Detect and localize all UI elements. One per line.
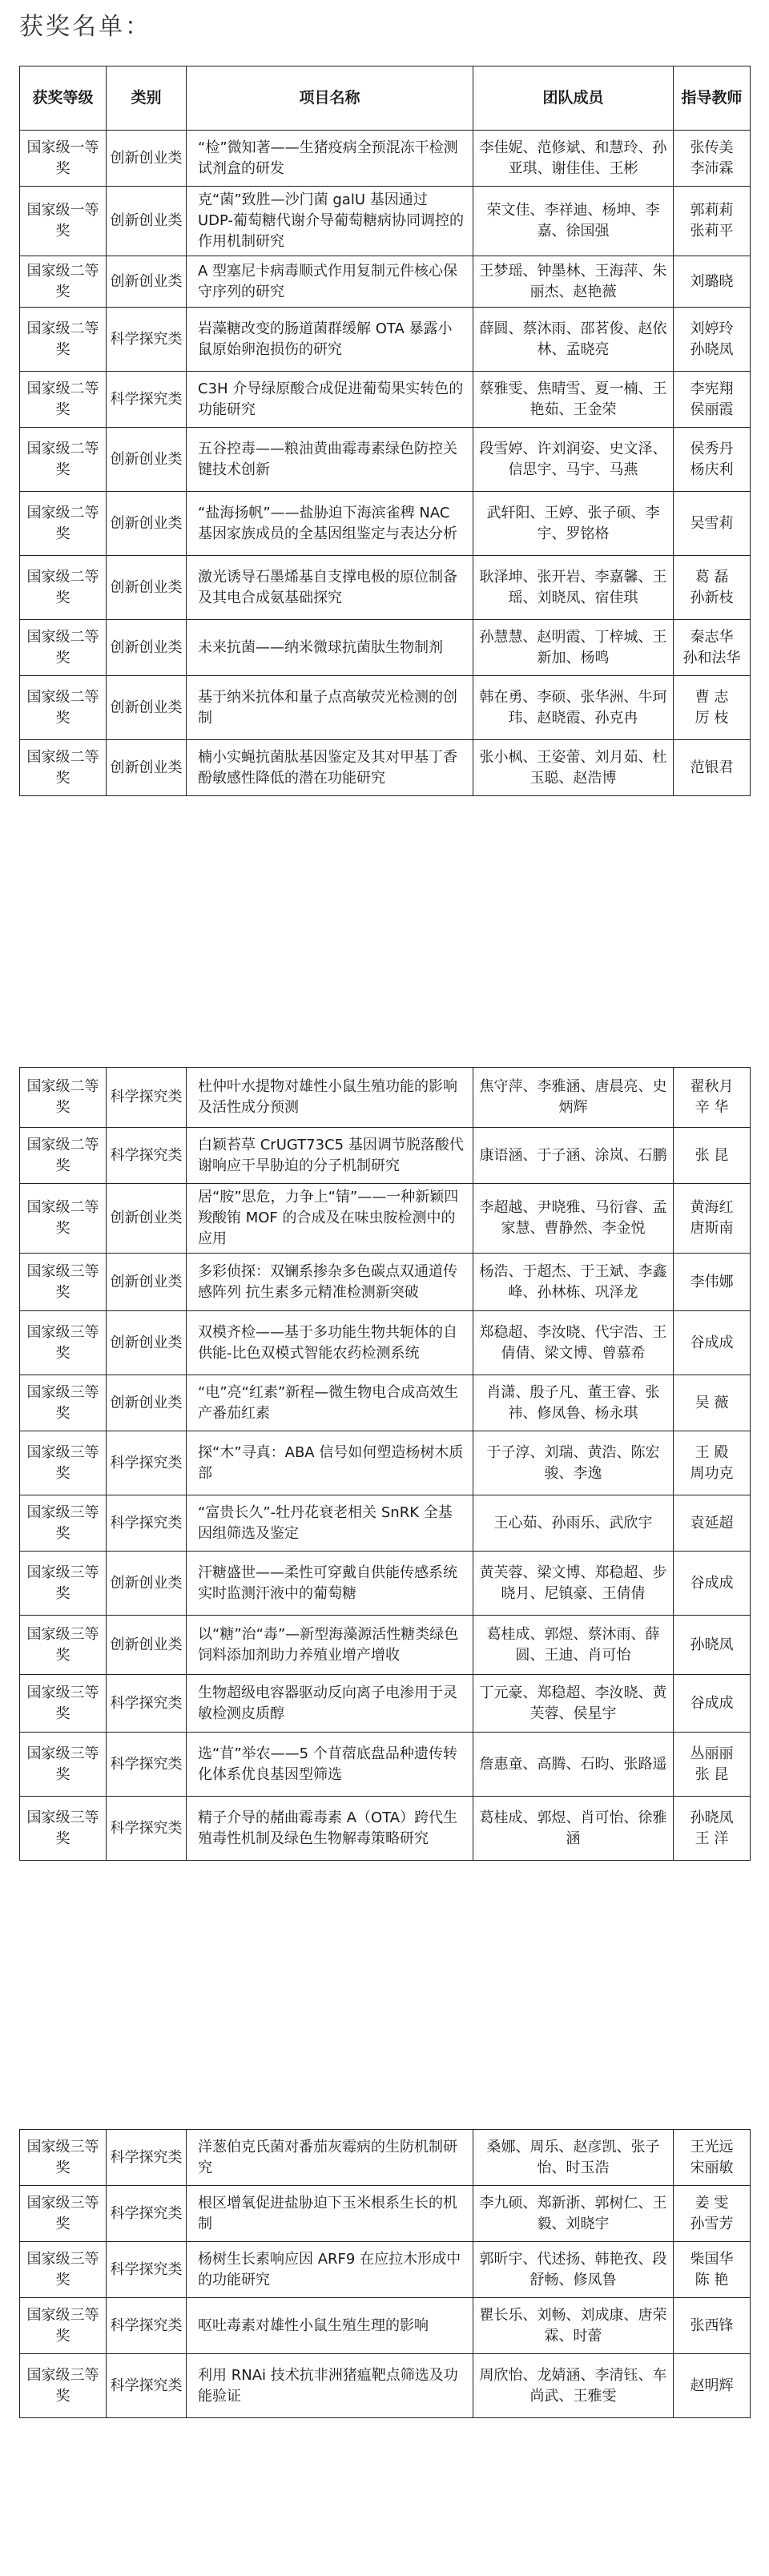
project-name-cell: “盐海扬帆”——盐胁迫下海滨雀稗 NAC 基因家族成员的全基因组鉴定与表达分析 [187,492,473,556]
project-name-cell: 杨树生长素响应因 ARF9 在应拉木形成中的功能研究 [187,2242,473,2298]
advisor-cell: 葛 磊 孙新枝 [674,556,751,620]
award-level-cell: 国家级一等奖 [20,131,107,187]
table-row [20,556,751,620]
table-row [20,1184,751,1254]
project-name-cell: 精子介导的赭曲霉毒素 A（OTA）跨代生殖毒性机制及绿色生物解毒策略研究 [187,1797,473,1861]
category-cell: 创新创业类 [107,187,187,256]
advisor-cell: 谷成成 [674,1675,751,1733]
award-level-cell: 国家级三等奖 [20,1431,107,1495]
category-cell: 科学探究类 [107,1068,187,1128]
table-row [20,2130,751,2186]
award-level-cell: 国家级二等奖 [20,256,107,308]
table-row [20,492,751,556]
project-name-cell: 居“胺”思危，力争上“锖”——一种新颖四羧酸铕 MOF 的合成及在味虫胺检测中的应用 [187,1184,473,1254]
category-cell: 科学探究类 [107,2130,187,2186]
header-award-level: 获奖等级 [20,66,107,131]
team-members-cell: 蔡雅雯、焦晴雪、夏一楠、王艳茹、王金荣 [473,372,674,428]
category-cell: 创新创业类 [107,740,187,796]
table-row [20,187,751,256]
category-cell: 科学探究类 [107,1733,187,1797]
award-level-cell: 国家级三等奖 [20,1733,107,1797]
header-project-name: 项目名称 [187,66,473,131]
team-members-cell: 葛桂成、郭煜、蔡沐雨、薛圆、王迪、肖可怡 [473,1616,674,1675]
team-members-cell: 瞿长乐、刘畅、刘成康、唐荣霖、时蕾 [473,2298,674,2354]
advisor-cell: 赵明辉 [674,2354,751,2418]
award-level-cell: 国家级三等奖 [20,2130,107,2186]
advisor-cell: 姜 雯 孙雪芳 [674,2186,751,2242]
advisor-cell: 王 殿 周功克 [674,1431,751,1495]
page-title: 获奖名单： [19,13,151,41]
advisor-cell: 秦志华 孙和法华 [674,620,751,676]
team-members-cell: 郭昕宇、代述扬、韩艳孜、段舒畅、修凤鲁 [473,2242,674,2298]
project-name-cell: 克“菌”致胜—沙门菌 galU 基因通过 UDP-葡萄糖代谢介导葡萄糖病协同调控的作用机制研究 [187,187,473,256]
project-name-cell: 未来抗菌——纳米微球抗菌肽生物制剂 [187,620,473,676]
category-cell: 科学探究类 [107,1128,187,1184]
category-cell: 科学探究类 [107,2242,187,2298]
advisor-cell: 丛丽丽 张 昆 [674,1733,751,1797]
team-members-cell: 荣文佳、李祥迪、杨坤、李嘉、徐国强 [473,187,674,256]
advisor-cell: 刘婷玲 孙晓凤 [674,308,751,372]
advisor-cell: 李伟娜 [674,1254,751,1311]
award-level-cell: 国家级三等奖 [20,1375,107,1431]
advisor-cell: 张西锋 [674,2298,751,2354]
project-name-cell: A 型塞尼卡病毒顺式作用复制元件核心保守序列的研究 [187,256,473,308]
table-row [20,131,751,187]
category-cell: 科学探究类 [107,1797,187,1861]
table-row [20,372,751,428]
table-row [20,1616,751,1675]
team-members-cell: 武轩阳、王婷、张子硕、李宇、罗铭格 [473,492,674,556]
team-members-cell: 韩在勇、李硕、张华洲、牛珂玮、赵晓霞、孙克冉 [473,676,674,740]
table-row [20,428,751,492]
team-members-cell: 段雪婷、许刘润姿、史文泽、信思宇、马宇、马燕 [473,428,674,492]
team-members-cell: 葛桂成、郭煜、肖可怡、徐雅涵 [473,1797,674,1861]
award-level-cell: 国家级三等奖 [20,1495,107,1552]
award-level-cell: 国家级一等奖 [20,187,107,256]
header-category: 类别 [107,66,187,131]
team-members-cell: 焦守萍、李雅涵、唐晨亮、史炳辉 [473,1068,674,1128]
award-level-cell: 国家级三等奖 [20,1616,107,1675]
award-level-cell: 国家级三等奖 [20,1797,107,1861]
advisor-cell: 黄海红 唐斯南 [674,1184,751,1254]
team-members-cell: 桑娜、周乐、赵彦凯、张子怡、时玉浩 [473,2130,674,2186]
team-members-cell: 康语涵、于子涵、涂岚、石鹏 [473,1128,674,1184]
project-name-cell: 杜仲叶水提物对雄性小鼠生殖功能的影响及活性成分预测 [187,1068,473,1128]
category-cell: 创新创业类 [107,676,187,740]
table-row [20,620,751,676]
project-name-cell: “富贵长久”-牡丹花衰老相关 SnRK 全基因组筛选及鉴定 [187,1495,473,1552]
team-members-cell: 丁元豪、郑稳超、李汝晓、黄芙蓉、侯星宇 [473,1675,674,1733]
category-cell: 创新创业类 [107,1254,187,1311]
award-level-cell: 国家级二等奖 [20,428,107,492]
award-level-cell: 国家级二等奖 [20,740,107,796]
award-level-cell: 国家级二等奖 [20,556,107,620]
team-members-cell: 张小枫、王姿蕾、刘月茹、杜玉聪、赵浩博 [473,740,674,796]
project-name-cell: 洋葱伯克氏菌对番茄灰霉病的生防机制研究 [187,2130,473,2186]
award-level-cell: 国家级三等奖 [20,2298,107,2354]
project-name-cell: 白颖苔草 CrUGT73C5 基因调节脱落酸代谢响应干旱胁迫的分子机制研究 [187,1128,473,1184]
table-row [20,1311,751,1375]
table-row [20,1495,751,1552]
project-name-cell: 激光诱导石墨烯基自支撑电极的原位制备及其电合成氨基础探究 [187,556,473,620]
category-cell: 创新创业类 [107,620,187,676]
advisor-cell: 侯秀丹 杨庆利 [674,428,751,492]
team-members-cell: 黄芙蓉、梁文博、郑稳超、步晓月、尼镇豪、王倩倩 [473,1552,674,1616]
advisor-cell: 孙晓凤 [674,1616,751,1675]
advisor-cell: 曹 志 厉 枝 [674,676,751,740]
project-name-cell: 多彩侦探：双镧系掺杂多色碳点双通道传感阵列 抗生素多元精准检测新突破 [187,1254,473,1311]
table-row [20,676,751,740]
award-table-1 [19,66,751,796]
table-row [20,1675,751,1733]
project-name-cell: 以“糖”治“毒”—新型海藻源活性糖类绿色饲料添加剂助力养殖业增产增收 [187,1616,473,1675]
advisor-cell: 吴雪莉 [674,492,751,556]
team-members-cell: 周欣怡、龙婧涵、李清钰、车尚武、王雅雯 [473,2354,674,2418]
category-cell: 科学探究类 [107,2186,187,2242]
project-name-cell: 探“木”寻真：ABA 信号如何塑造杨树木质部 [187,1431,473,1495]
table-row [20,2186,751,2242]
category-cell: 科学探究类 [107,1431,187,1495]
award-level-cell: 国家级二等奖 [20,676,107,740]
award-level-cell: 国家级三等奖 [20,1311,107,1375]
award-level-cell: 国家级二等奖 [20,620,107,676]
team-members-cell: 于子淳、刘瑞、黄浩、陈宏骏、李逸 [473,1431,674,1495]
advisor-cell: 翟秋月 辛 华 [674,1068,751,1128]
table-row [20,1797,751,1861]
project-name-cell: 楠小实蝇抗菌肽基因鉴定及其对甲基丁香酚敏感性降低的潜在功能研究 [187,740,473,796]
category-cell: 科学探究类 [107,308,187,372]
table-row [20,1733,751,1797]
advisor-cell: 吴 薇 [674,1375,751,1431]
table-row [20,308,751,372]
project-name-cell: “电”亮“红素”新程—微生物电合成高效生产番茄红素 [187,1375,473,1431]
project-name-cell: 双模齐检——基于多功能生物共轭体的自供能-比色双模式智能农药检测系统 [187,1311,473,1375]
advisor-cell: 孙晓凤 王 洋 [674,1797,751,1861]
project-name-cell: 汗糖盛世——柔性可穿戴自供能传感系统实时监测汗液中的葡萄糖 [187,1552,473,1616]
category-cell: 科学探究类 [107,1495,187,1552]
team-members-cell: 李佳妮、范修斌、和慧玲、孙亚琪、谢佳佳、王彬 [473,131,674,187]
award-table-3 [19,2129,751,2418]
category-cell: 创新创业类 [107,1311,187,1375]
award-level-cell: 国家级三等奖 [20,1675,107,1733]
category-cell: 创新创业类 [107,556,187,620]
team-members-cell: 王梦瑶、钟墨林、王海萍、朱丽杰、赵艳薇 [473,256,674,308]
category-cell: 创新创业类 [107,256,187,308]
award-level-cell: 国家级二等奖 [20,1128,107,1184]
team-members-cell: 杨浩、于超杰、于王斌、李鑫峰、孙林栋、巩泽龙 [473,1254,674,1311]
table-row [20,2242,751,2298]
project-name-cell: 选“苜”举农——5 个苜蓿底盘品种遗传转化体系优良基因型筛选 [187,1733,473,1797]
category-cell: 科学探究类 [107,2298,187,2354]
table-row [20,1128,751,1184]
category-cell: 创新创业类 [107,131,187,187]
category-cell: 创新创业类 [107,1375,187,1431]
category-cell: 创新创业类 [107,1184,187,1254]
project-name-cell: 五谷控毒——粮油黄曲霉毒素绿色防控关键技术创新 [187,428,473,492]
project-name-cell: 利用 RNAi 技术抗非洲猪瘟靶点筛选及功能验证 [187,2354,473,2418]
header-team-members: 团队成员 [473,66,674,131]
category-cell: 创新创业类 [107,492,187,556]
table-row [20,1068,751,1128]
project-name-cell: 基于纳米抗体和量子点高敏荧光检测的创制 [187,676,473,740]
award-level-cell: 国家级三等奖 [20,2242,107,2298]
advisor-cell: 张传美 李沛霖 [674,131,751,187]
advisor-cell: 刘璐晓 [674,256,751,308]
category-cell: 科学探究类 [107,2354,187,2418]
award-level-cell: 国家级二等奖 [20,308,107,372]
table-row [20,1254,751,1311]
advisor-cell: 王光远 宋丽敏 [674,2130,751,2186]
advisor-cell: 谷成成 [674,1311,751,1375]
table-row [20,1431,751,1495]
table-row [20,1375,751,1431]
category-cell: 创新创业类 [107,1552,187,1616]
team-members-cell: 孙慧慧、赵明霞、丁梓城、王新加、杨鸣 [473,620,674,676]
table-row [20,1552,751,1616]
team-members-cell: 王心茹、孙雨乐、武欣宇 [473,1495,674,1552]
project-name-cell: 岩藻糖改变的肠道菌群缓解 OTA 暴露小鼠原始卵泡损伤的研究 [187,308,473,372]
project-name-cell: C3H 介导绿原酸合成促进葡萄果实转色的功能研究 [187,372,473,428]
award-level-cell: 国家级三等奖 [20,2354,107,2418]
advisor-cell: 袁延超 [674,1495,751,1552]
advisor-cell: 柴国华 陈 艳 [674,2242,751,2298]
award-level-cell: 国家级二等奖 [20,1068,107,1128]
award-level-cell: 国家级二等奖 [20,372,107,428]
advisor-cell: 李宪翔 侯丽霞 [674,372,751,428]
table-header-row [20,66,751,131]
project-name-cell: “检”微知著——生猪疫病全预混冻干检测试剂盒的研发 [187,131,473,187]
advisor-cell: 张 昆 [674,1128,751,1184]
award-level-cell: 国家级三等奖 [20,1254,107,1311]
project-name-cell: 生物超级电容器驱动反向离子电渗用于灵敏检测皮质醇 [187,1675,473,1733]
table-row [20,740,751,796]
category-cell: 创新创业类 [107,428,187,492]
award-level-cell: 国家级二等奖 [20,1184,107,1254]
award-level-cell: 国家级三等奖 [20,1552,107,1616]
award-table-2 [19,1067,751,1861]
team-members-cell: 薛圆、蔡沐雨、邵茗俊、赵依林、孟晓亮 [473,308,674,372]
category-cell: 创新创业类 [107,1616,187,1675]
team-members-cell: 郑稳超、李汝晓、代宇浩、王倩倩、梁文博、曾慕希 [473,1311,674,1375]
category-cell: 科学探究类 [107,372,187,428]
team-members-cell: 李超越、尹晓雅、马衍睿、孟家慧、曹静然、李金悦 [473,1184,674,1254]
project-name-cell: 呕吐毒素对雄性小鼠生殖生理的影响 [187,2298,473,2354]
award-level-cell: 国家级二等奖 [20,492,107,556]
project-name-cell: 根区增氧促进盐胁迫下玉米根系生长的机制 [187,2186,473,2242]
table-row [20,2354,751,2418]
header-advisor: 指导教师 [674,66,751,131]
advisor-cell: 谷成成 [674,1552,751,1616]
award-level-cell: 国家级三等奖 [20,2186,107,2242]
table-row [20,2298,751,2354]
advisor-cell: 范银君 [674,740,751,796]
team-members-cell: 李九硕、郑新浙、郭树仁、王毅、刘晓宇 [473,2186,674,2242]
team-members-cell: 耿泽坤、张开岩、李嘉馨、王瑶、刘晓凤、宿佳琪 [473,556,674,620]
table-row [20,256,751,308]
advisor-cell: 郭莉莉 张莉平 [674,187,751,256]
category-cell: 科学探究类 [107,1675,187,1733]
team-members-cell: 肖潇、殷子凡、董王睿、张祎、修凤鲁、杨永琪 [473,1375,674,1431]
team-members-cell: 詹惠童、高腾、石昀、张路遥 [473,1733,674,1797]
